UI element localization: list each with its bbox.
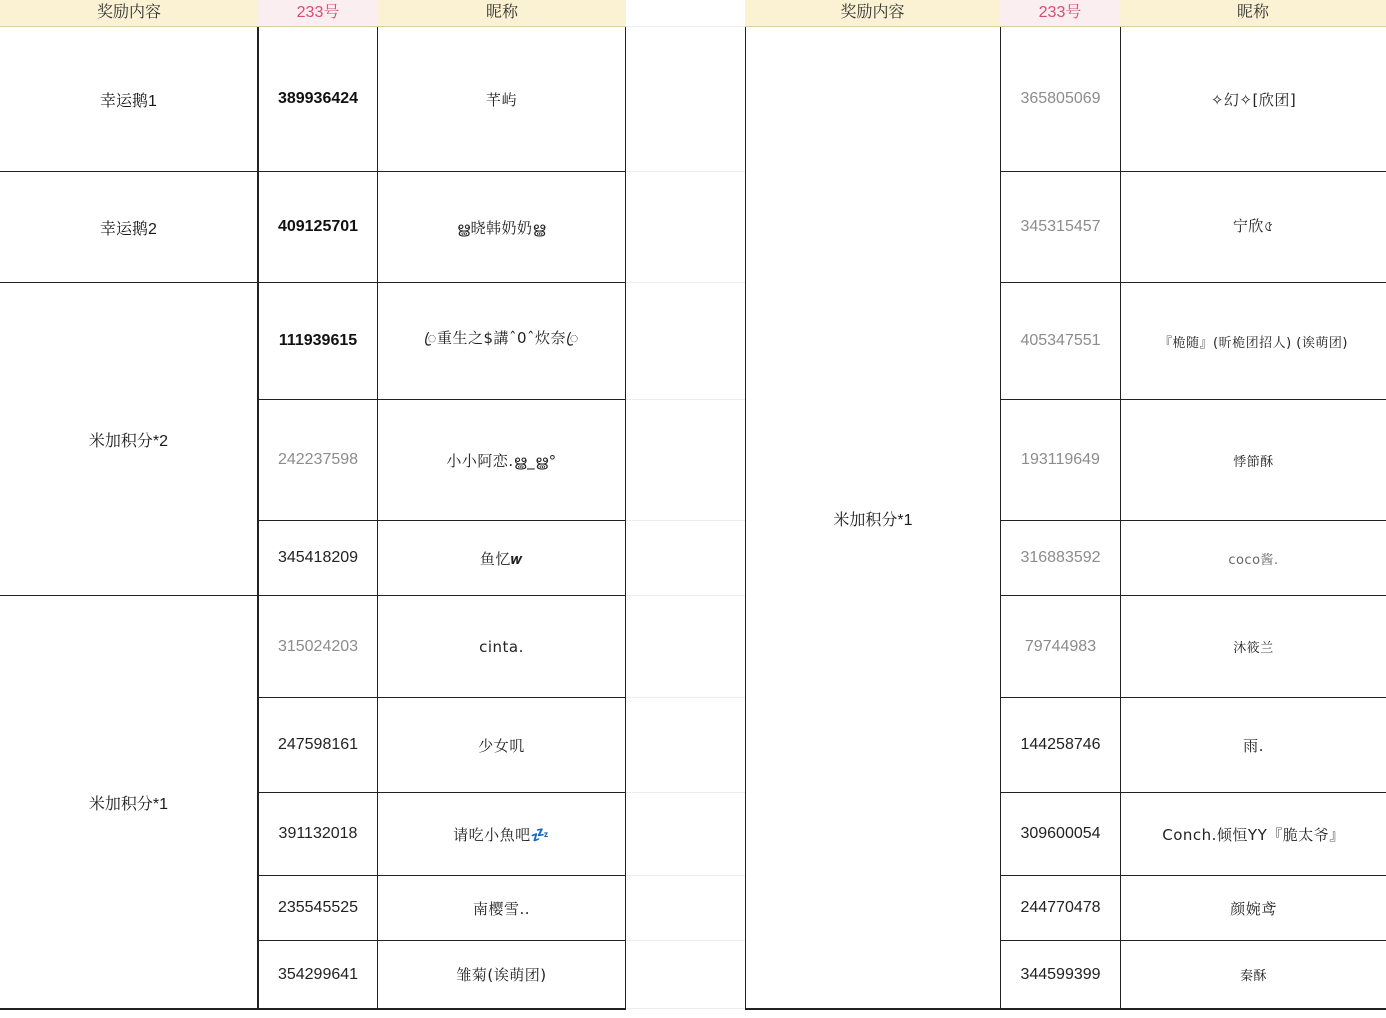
gridline bbox=[626, 940, 745, 941]
header-id: 233号 bbox=[258, 0, 378, 27]
nick-cell: 秦酥 bbox=[1121, 941, 1386, 1009]
nick-cell: 颜婉鸢 bbox=[1121, 876, 1386, 941]
nick-cell: 请吃小魚吧💤 bbox=[378, 793, 626, 876]
header-nick: 昵称 bbox=[378, 0, 626, 27]
gridline bbox=[626, 520, 745, 521]
id-cell: 111939615 bbox=[258, 283, 378, 400]
gridline bbox=[626, 1008, 745, 1009]
reward-cell: 米加积分*1 bbox=[745, 27, 1001, 1009]
nick-cell: 宁欣৫ bbox=[1121, 172, 1386, 283]
id-cell: 345418209 bbox=[258, 521, 378, 596]
id-cell: 79744983 bbox=[1001, 596, 1121, 698]
id-cell: 345315457 bbox=[1001, 172, 1121, 283]
id-cell: 409125701 bbox=[258, 172, 378, 283]
nick-cell: 沐筱兰 bbox=[1121, 596, 1386, 698]
id-cell: 193119649 bbox=[1001, 400, 1121, 521]
id-cell: 315024203 bbox=[258, 596, 378, 698]
nick-cell: coco酱. bbox=[1121, 521, 1386, 596]
id-cell: 144258746 bbox=[1001, 698, 1121, 793]
id-cell: 344599399 bbox=[1001, 941, 1121, 1009]
nick-cell: cinta. bbox=[378, 596, 626, 698]
nick-cell: 雨. bbox=[1121, 698, 1386, 793]
nick-cell: 芊屿 bbox=[378, 27, 626, 172]
gridline bbox=[626, 171, 745, 172]
gridline bbox=[626, 282, 745, 283]
table-bottom-border bbox=[745, 1008, 1386, 1010]
id-cell: 405347551 bbox=[1001, 283, 1121, 400]
gridline bbox=[626, 792, 745, 793]
gridline bbox=[626, 875, 745, 876]
header-nick: 昵称 bbox=[1120, 0, 1386, 27]
reward-cell: 米加积分*1 bbox=[0, 596, 258, 1009]
gridline bbox=[626, 697, 745, 698]
table-bottom-border bbox=[0, 1008, 626, 1010]
gridline bbox=[626, 399, 745, 400]
id-cell: 365805069 bbox=[1001, 27, 1121, 172]
nick-cell: 鱼忆𝒘 bbox=[378, 521, 626, 596]
nick-cell: ൠ晓韩奶奶ൠ bbox=[378, 172, 626, 283]
id-cell: 247598161 bbox=[258, 698, 378, 793]
header-reward: 奖励内容 bbox=[745, 0, 1000, 27]
id-cell: 242237598 bbox=[258, 400, 378, 521]
id-cell: 244770478 bbox=[1001, 876, 1121, 941]
reward-cell: 幸运鹅2 bbox=[0, 172, 258, 283]
nick-cell: 『桅随』(昕桅团招人) (诶萌团) bbox=[1121, 283, 1386, 400]
id-cell: 316883592 bbox=[1001, 521, 1121, 596]
nick-cell: ꦿ重生之$講ˆ0ˆ炊奈ꦿ bbox=[378, 283, 626, 400]
id-cell: 235545525 bbox=[258, 876, 378, 941]
id-cell: 389936424 bbox=[258, 27, 378, 172]
nick-cell: 悸節酥 bbox=[1121, 400, 1386, 521]
gridline bbox=[626, 595, 745, 596]
header-reward: 奖励内容 bbox=[0, 0, 258, 27]
id-cell: 354299641 bbox=[258, 941, 378, 1009]
nick-cell: 少女叽 bbox=[378, 698, 626, 793]
nick-cell: 小小阿恋.ൠ_ൠ° bbox=[378, 400, 626, 521]
reward-cell: 幸运鹅1 bbox=[0, 27, 258, 172]
id-cell: 309600054 bbox=[1001, 793, 1121, 876]
nick-cell: ✧幻✧[欣团] bbox=[1121, 27, 1386, 172]
reward-cell: 米加积分*2 bbox=[0, 283, 258, 596]
nick-cell: 南樱雪.. bbox=[378, 876, 626, 941]
sheet-gap bbox=[626, 0, 745, 1018]
header-id: 233号 bbox=[1000, 0, 1120, 27]
id-cell: 391132018 bbox=[258, 793, 378, 876]
nick-cell: Conch.倾恒YY『脆太爷』 bbox=[1121, 793, 1386, 876]
nick-cell: 雏菊(诶萌团) bbox=[378, 941, 626, 1009]
gridline bbox=[626, 26, 745, 27]
